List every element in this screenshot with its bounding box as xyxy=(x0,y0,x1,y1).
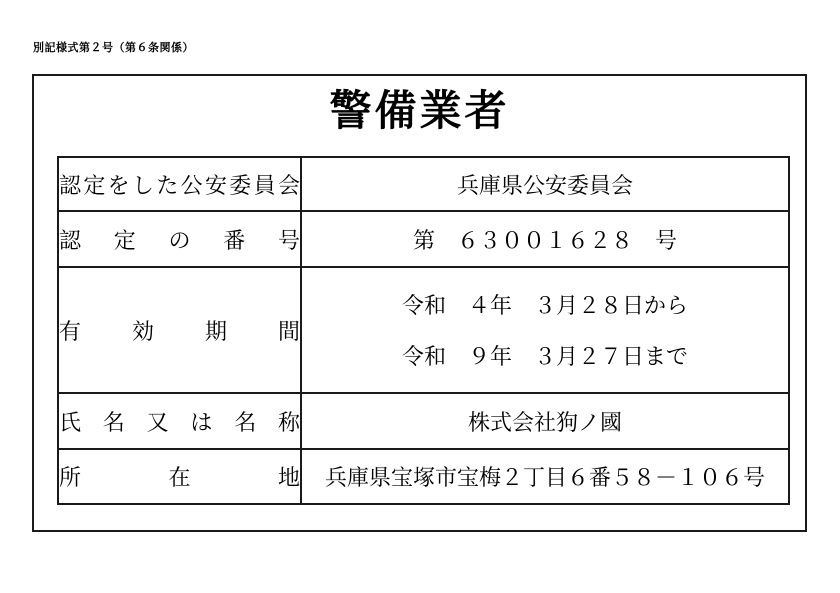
form-reference-note: 別記様式第２号（第６条関係） xyxy=(33,42,194,54)
row-label: 有 効 期 間 xyxy=(59,318,300,344)
table-row-name xyxy=(58,393,789,449)
row-label: 所 在 地 xyxy=(59,465,300,490)
row-value: 株式会社狗ノ國 xyxy=(301,393,789,449)
validity-period-lines xyxy=(302,269,788,391)
table-row-certification-number xyxy=(58,211,789,267)
table-row-commission xyxy=(58,157,789,211)
certificate-title: 警備業者 xyxy=(329,89,510,135)
certificate-frame xyxy=(32,74,807,532)
row-label-cell xyxy=(58,393,301,449)
row-label: 氏 名 又 は 名 称 xyxy=(59,409,300,435)
validity-end-date: 令和 ９年 ３月２７日まで xyxy=(401,344,688,369)
row-value: 兵庫県宝塚市宝梅２丁目６番５８－１０６号 xyxy=(301,449,789,504)
row-label: 認 定 の 番 号 xyxy=(59,227,300,253)
row-label-cell xyxy=(58,211,301,267)
validity-start-date: 令和 ４年 ３月２８日から xyxy=(401,293,688,318)
certificate-table xyxy=(57,156,790,505)
row-value xyxy=(301,267,789,393)
row-value: 第 ６３００１６２８ 号 xyxy=(301,211,789,267)
row-value: 兵庫県公安委員会 xyxy=(301,157,789,211)
row-label: 認 定 を し た 公 安 委 員 会 xyxy=(59,172,300,198)
row-label-cell xyxy=(58,157,301,211)
row-label-cell xyxy=(58,449,301,504)
row-label-cell xyxy=(58,267,301,393)
table-row-address xyxy=(58,449,789,504)
table-row-validity-period xyxy=(58,267,789,393)
